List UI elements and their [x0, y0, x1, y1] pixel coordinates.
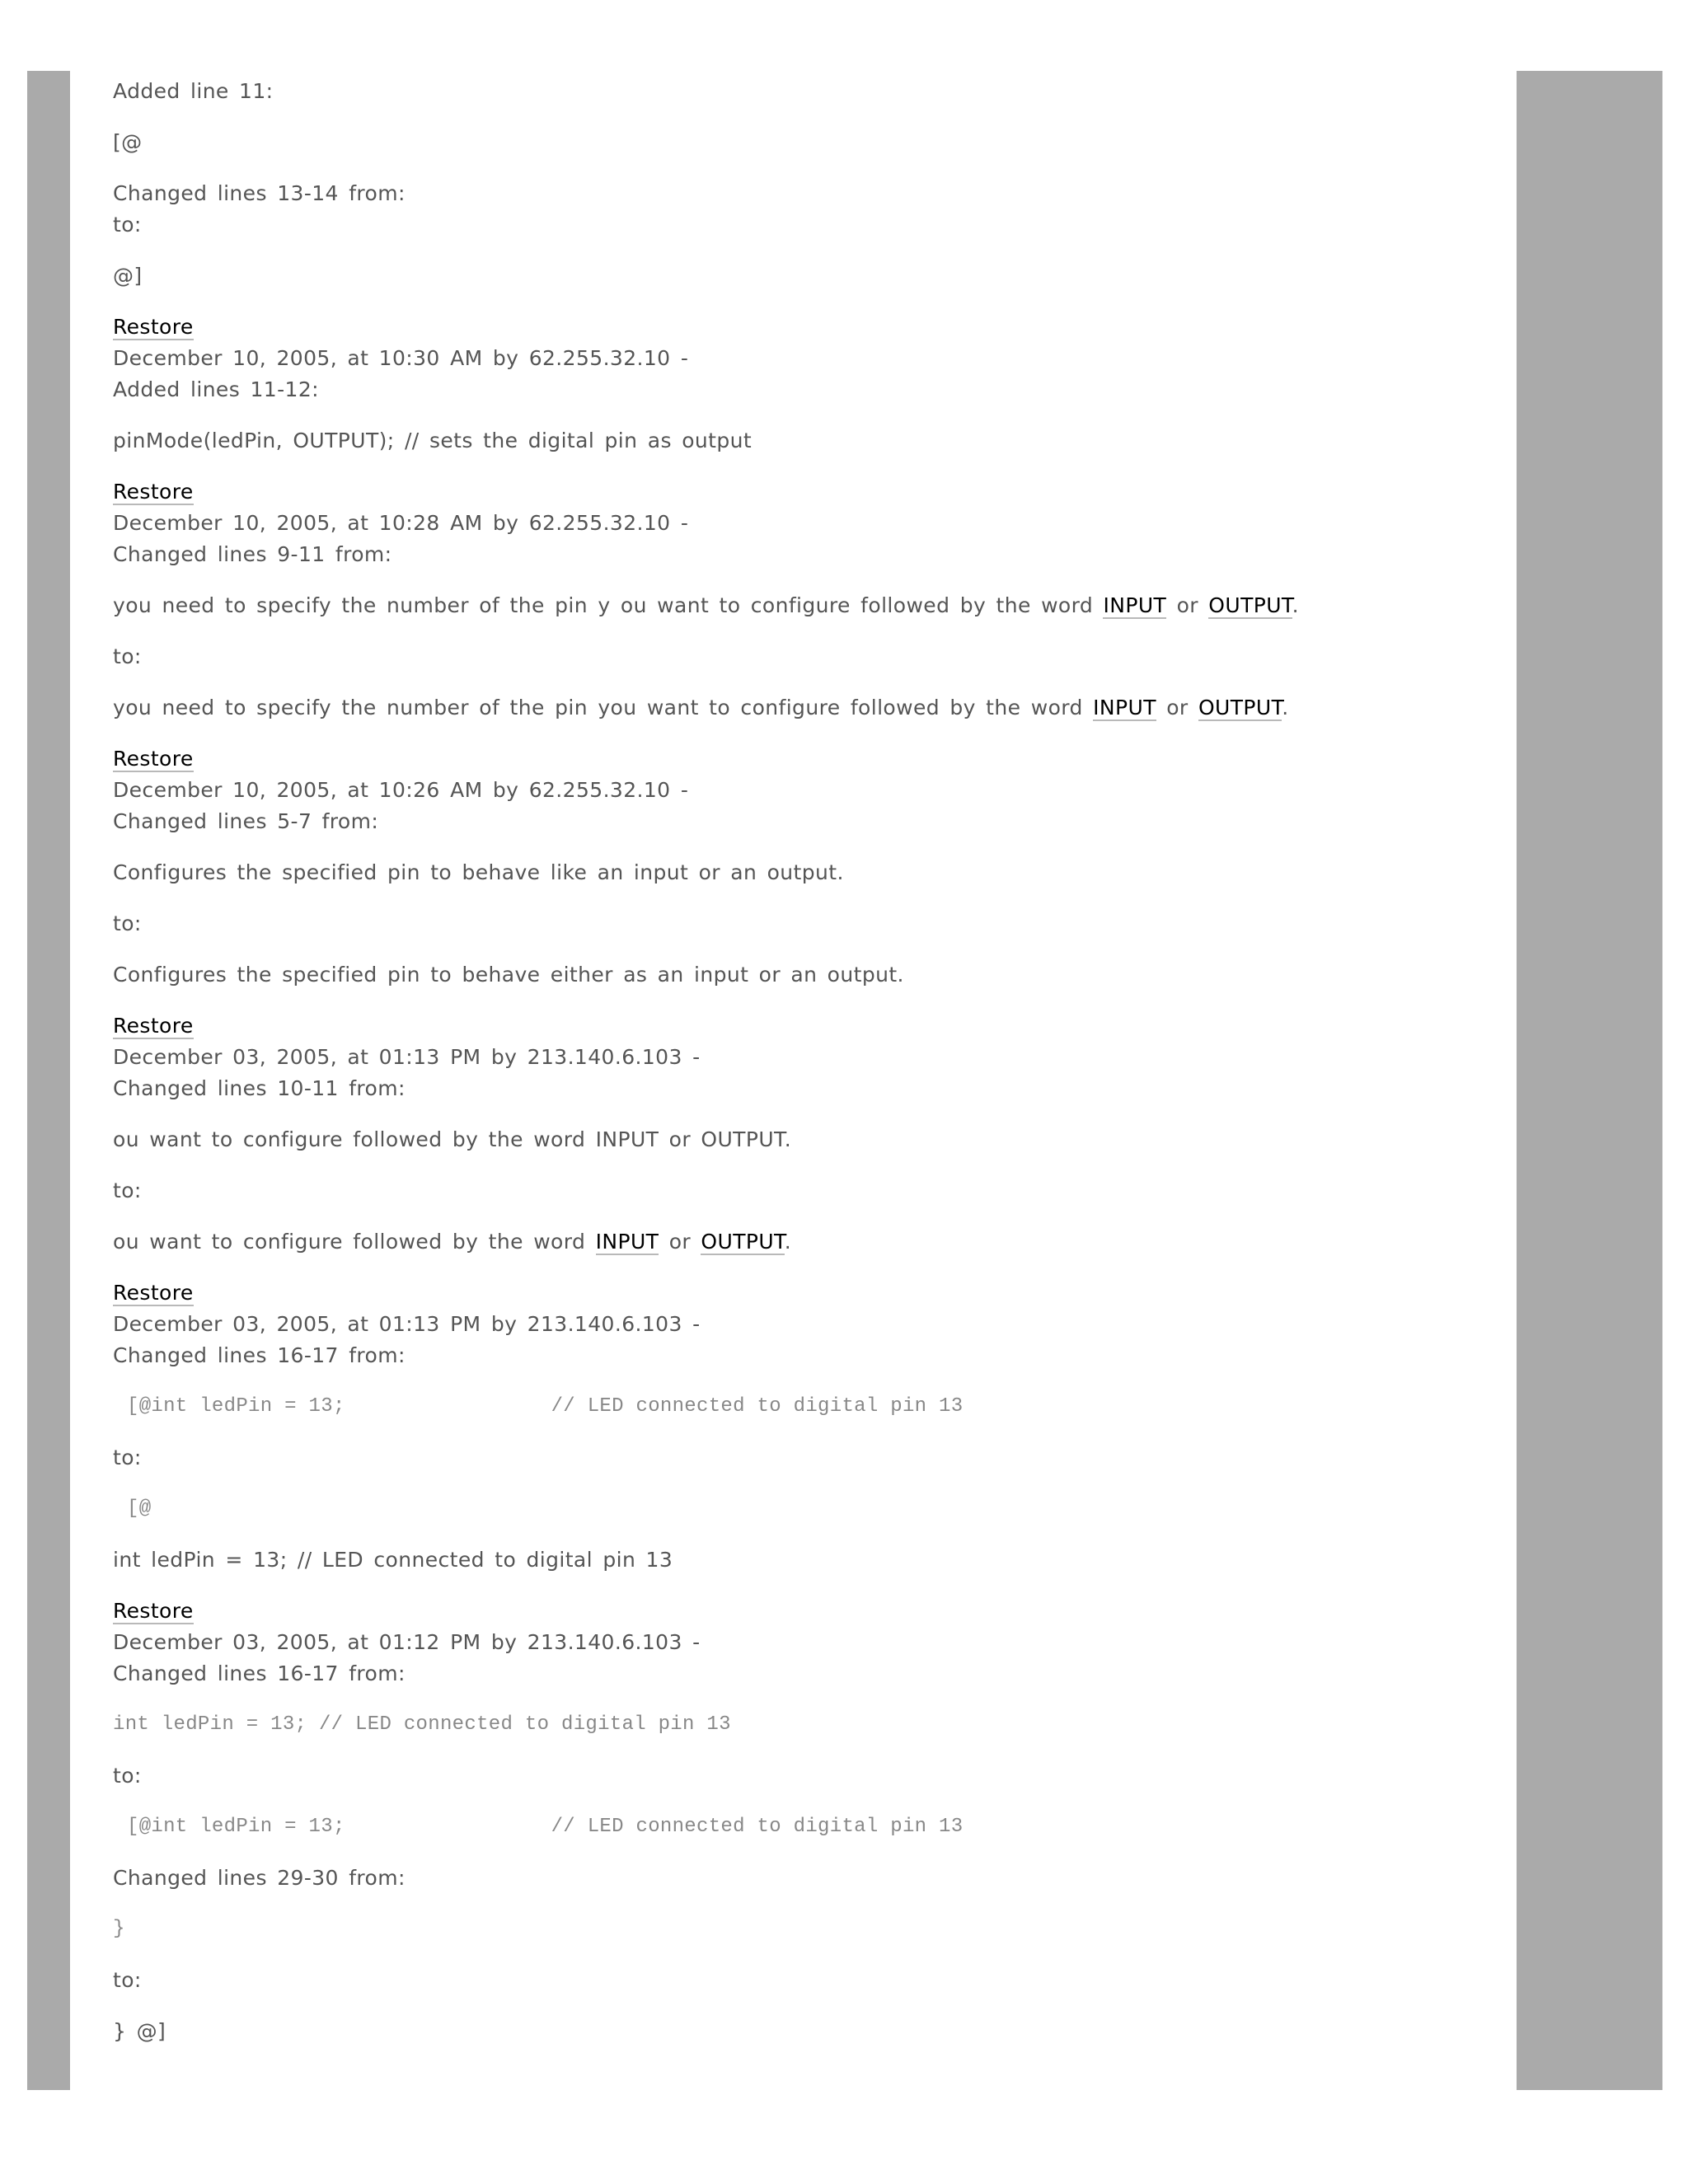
entry-meta: December 03, 2005, at 01:12 PM by 213.140.6.103 -	[113, 1630, 701, 1654]
restore-link[interactable]: Restore	[113, 1281, 194, 1305]
diff-text: or	[659, 1230, 701, 1254]
diff-heading: Changed lines 16-17 from:	[113, 1661, 406, 1685]
entry-restore	[113, 476, 194, 508]
diff-line	[113, 1226, 791, 1258]
diff-line: ou want to configure followed by the word INPUT or OUTPUT.	[113, 1127, 792, 1151]
code-line: int ledPin = 13; // LED connected to digital pin 13	[113, 1713, 731, 1736]
entry-meta: December 10, 2005, at 10:30 AM by 62.255.32.10 -	[113, 346, 689, 370]
left-margin-bar	[27, 71, 70, 2090]
entry-restore	[113, 743, 194, 775]
input-link[interactable]: INPUT	[595, 1230, 659, 1254]
diff-line	[113, 590, 1299, 621]
diff-to-label: to:	[113, 1446, 142, 1469]
diff-to-label: to:	[113, 644, 142, 668]
output-link[interactable]: OUTPUT	[701, 1230, 785, 1254]
diff-to-label: to:	[113, 213, 142, 237]
entry-meta: December 10, 2005, at 10:28 AM by 62.255.32.10 -	[113, 511, 689, 535]
diff-line: int ledPin = 13; // LED connected to digital pin 13	[113, 1548, 673, 1572]
right-sidebar	[1517, 71, 1662, 2090]
diff-to-label: to:	[113, 1968, 142, 1992]
diff-text: you need to specify the number of the pin y ou want to configure followed by the word	[113, 593, 1104, 617]
diff-text: .	[1282, 696, 1289, 719]
diff-text: you need to specify the number of the pin you want to configure followed by the word	[113, 696, 1094, 719]
diff-line: [@	[113, 130, 143, 154]
diff-line: pinMode(ledPin, OUTPUT); // sets the digital pin as output	[113, 429, 753, 452]
diff-line: Configures the specified pin to behave like an input or an output.	[113, 860, 844, 884]
restore-link[interactable]: Restore	[113, 315, 194, 339]
diff-heading: Changed lines 29-30 from:	[113, 1866, 406, 1890]
restore-link[interactable]: Restore	[113, 1014, 194, 1038]
diff-text: or	[1156, 696, 1198, 719]
output-link[interactable]: OUTPUT	[1208, 593, 1292, 617]
diff-heading: Changed lines 9-11 from:	[113, 542, 392, 566]
restore-link[interactable]: Restore	[113, 747, 194, 771]
entry-restore	[113, 1277, 194, 1309]
diff-text: .	[1292, 593, 1299, 617]
restore-link[interactable]: Restore	[113, 1599, 194, 1623]
diff-heading: Changed lines 10-11 from:	[113, 1076, 406, 1100]
diff-line	[113, 692, 1289, 724]
output-link[interactable]: OUTPUT	[1198, 696, 1282, 719]
diff-text: or	[1166, 593, 1209, 617]
diff-heading: Changed lines 16-17 from:	[113, 1343, 406, 1367]
entry-restore	[113, 312, 194, 343]
diff-heading: Added line 11:	[113, 79, 274, 103]
entry-meta: December 03, 2005, at 01:13 PM by 213.140.6.103 -	[113, 1312, 701, 1336]
diff-line: Configures the specified pin to behave either as an input or an output.	[113, 963, 904, 987]
entry-restore	[113, 1596, 194, 1627]
input-link[interactable]: INPUT	[1103, 593, 1167, 617]
code-line: [@int ledPin = 13; // LED connected to digital pin 13	[127, 1395, 964, 1418]
code-line: }	[113, 1918, 125, 1940]
diff-text: .	[784, 1230, 792, 1254]
diff-line: } @]	[113, 2019, 166, 2043]
entry-meta: December 10, 2005, at 10:26 AM by 62.255.32.10 -	[113, 778, 689, 802]
code-line: [@	[127, 1497, 152, 1520]
diff-heading: Changed lines 13-14 from:	[113, 181, 406, 205]
entry-restore	[113, 1010, 194, 1042]
diff-to-label: to:	[113, 912, 142, 935]
diff-line: @]	[113, 264, 143, 288]
restore-link[interactable]: Restore	[113, 480, 194, 504]
diff-heading: Changed lines 5-7 from:	[113, 809, 379, 833]
input-link[interactable]: INPUT	[1093, 696, 1156, 719]
diff-text: ou want to configure followed by the word	[113, 1230, 596, 1254]
diff-to-label: to:	[113, 1764, 142, 1788]
entry-meta: December 03, 2005, at 01:13 PM by 213.140.6.103 -	[113, 1045, 701, 1069]
diff-to-label: to:	[113, 1179, 142, 1202]
code-line: [@int ledPin = 13; // LED connected to digital pin 13	[127, 1816, 964, 1838]
diff-heading: Added lines 11-12:	[113, 377, 319, 401]
